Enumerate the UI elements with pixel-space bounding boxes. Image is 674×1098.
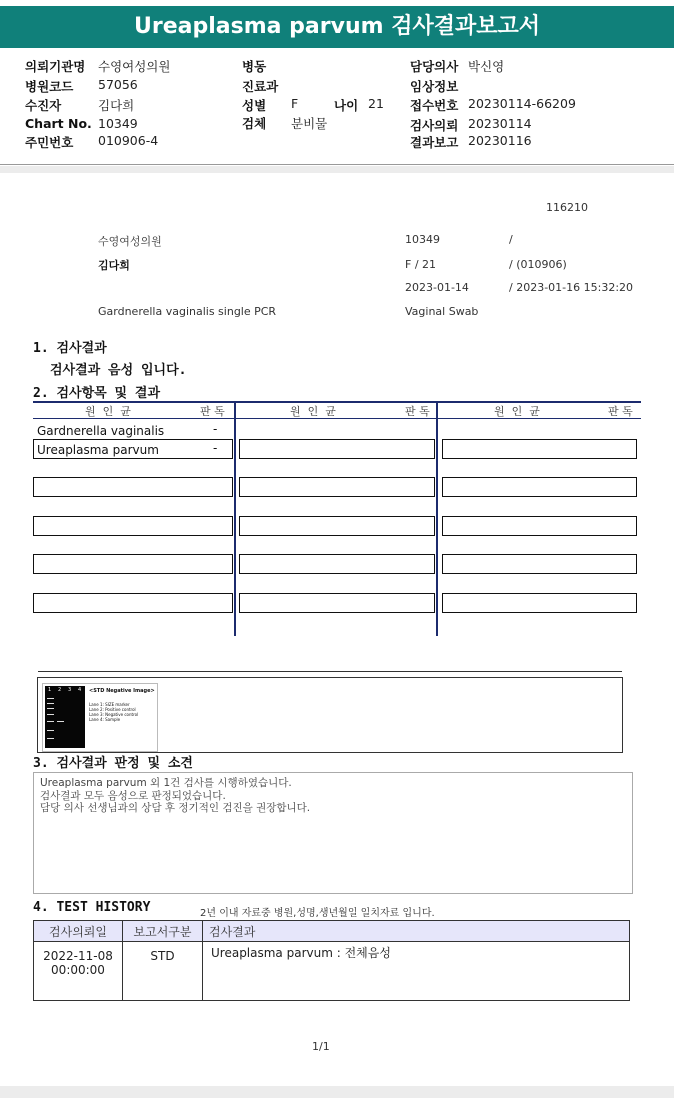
doctor-value: 박신영 <box>468 59 505 74</box>
history-header: 검사결과 <box>203 921 630 942</box>
info-test-name: Gardnerella vaginalis single PCR <box>98 305 277 318</box>
gel-band <box>47 738 54 739</box>
ward-label: 병동 <box>242 59 267 74</box>
age-label: 나이 <box>334 98 359 113</box>
gel-band <box>47 703 54 704</box>
gel-legend-item: Lane 3: Negative control <box>89 712 139 717</box>
section3-title: 3. 검사결과 판정 및 소견 <box>33 756 193 771</box>
grid-result-2: - <box>213 441 218 455</box>
grid-result-1: - <box>213 422 218 436</box>
gel-band <box>57 721 64 722</box>
info-chart: 10349 <box>405 233 440 246</box>
section1-title: 1. 검사결과 <box>33 341 107 356</box>
grid-cell <box>33 593 233 613</box>
header-divider <box>0 164 674 165</box>
gel-legend <box>89 702 138 722</box>
header-band <box>0 166 674 173</box>
specimen-value: 분비물 <box>291 116 328 131</box>
grid-organism-1: Gardnerella vaginalis <box>37 424 165 438</box>
grid-col-organism-3: 원 인 균 <box>494 405 540 418</box>
grid-cell <box>239 516 435 536</box>
report-label: 결과보고 <box>410 135 459 150</box>
page-number: 1/1 <box>312 1040 330 1053</box>
institution-value: 수영여성의원 <box>98 59 171 74</box>
institution-label: 의뢰기관명 <box>25 59 86 74</box>
lane-number: 3 <box>68 687 72 693</box>
resident-value: 010906-4 <box>98 133 159 148</box>
request-value: 20230114 <box>468 116 532 131</box>
history-header: 보고서구분 <box>123 921 203 942</box>
grid-col-organism-2: 원 인 균 <box>290 405 336 418</box>
gel-image-frame <box>37 677 623 753</box>
grid-cell <box>239 477 435 497</box>
history-date: 2022-11-08 <box>43 949 113 963</box>
lane-number: 2 <box>58 687 62 693</box>
resident-label: 주민번호 <box>25 135 74 150</box>
grid-cell <box>33 554 233 574</box>
gel-title: <STD Negative Image> <box>89 688 155 694</box>
grid-cell <box>239 554 435 574</box>
grid-col-organism-1: 원 인 균 <box>85 405 131 418</box>
footer-band <box>0 1086 674 1098</box>
info-birth: / (010906) <box>509 258 567 271</box>
history-date-cell <box>34 942 123 1001</box>
gel-band <box>47 708 54 709</box>
info-sex-age: F / 21 <box>405 258 437 271</box>
grid-divider-1 <box>234 401 236 636</box>
dept-label: 진료과 <box>242 79 279 94</box>
info-date-received: 2023-01-14 <box>405 281 469 294</box>
gel-band <box>47 714 54 715</box>
clinical-label: 임상정보 <box>410 79 459 94</box>
gel-legend-item: Lane 1: SIZE marker <box>89 702 130 707</box>
grid-col-result-3: 판 독 <box>608 405 633 418</box>
patient-value: 김다희 <box>98 98 135 113</box>
gel-band <box>47 721 54 722</box>
history-result: Ureaplasma parvum : 전체음성 <box>203 942 630 1001</box>
grid-cell <box>33 516 233 536</box>
grid-col-result-2: 판 독 <box>405 405 430 418</box>
grid-col-result-1: 판 독 <box>200 405 225 418</box>
grid-cell <box>442 439 637 459</box>
request-label: 검사의뢰 <box>410 118 459 133</box>
section1-text: 검사결과 음성 입니다. <box>50 363 187 378</box>
grid-cell <box>239 593 435 613</box>
gel-band <box>47 730 54 731</box>
grid-organism-2: Ureaplasma parvum <box>37 443 159 457</box>
report-title: Ureaplasma parvum 검사결과보고서 <box>0 6 674 48</box>
gel-band <box>47 698 54 699</box>
grid-cell <box>442 593 637 613</box>
chart-value: 10349 <box>98 116 138 131</box>
age-value: 21 <box>368 96 384 111</box>
sex-value: F <box>291 96 299 111</box>
opinion-box <box>33 772 633 894</box>
image-divider <box>38 671 622 672</box>
grid-cell <box>442 477 637 497</box>
info-name: 김다희 <box>98 259 130 272</box>
sex-label: 성별 <box>242 98 267 113</box>
lane-number: 1 <box>48 687 52 693</box>
lane-number: 4 <box>78 687 82 693</box>
chart-label: Chart No. <box>25 116 92 131</box>
doctor-label: 담당의사 <box>410 59 459 74</box>
gel-legend-item: Lane 2: Positive control <box>89 707 136 712</box>
history-time: 00:00:00 <box>51 963 105 977</box>
history-header-row <box>34 921 630 942</box>
grid-cell <box>442 516 637 536</box>
history-type: STD <box>123 942 203 1001</box>
report-value: 20230116 <box>468 133 532 148</box>
history-header: 검사의뢰일 <box>34 921 123 942</box>
opinion-line: Ureaplasma parvum 외 1건 검사를 시행하였습니다. <box>40 777 292 789</box>
grid-divider-2 <box>436 401 438 636</box>
history-note: 2년 이내 자료중 병원,성명,생년월일 일치자료 입니다. <box>200 908 435 919</box>
history-table <box>33 920 630 1001</box>
gel-photo <box>45 686 85 748</box>
gel-image <box>42 683 158 752</box>
info-date-reported: / 2023-01-16 15:32:20 <box>509 281 634 294</box>
specimen-label: 검체 <box>242 116 267 131</box>
receipt-label: 접수번호 <box>410 98 459 113</box>
info-clinic: 수영여성의원 <box>98 235 162 248</box>
hospital-code-label: 병원코드 <box>25 79 74 94</box>
table-row <box>34 942 630 1001</box>
receipt-value: 20230114-66209 <box>468 96 576 111</box>
opinion-line: 담당 의사 선생님과의 상담 후 정기적인 검진을 권장합니다. <box>40 802 311 814</box>
grid-cell <box>442 554 637 574</box>
grid-cell <box>33 477 233 497</box>
gel-legend-item: Lane 4: Sample <box>89 717 121 722</box>
section2-title: 2. 검사항목 및 결과 <box>33 386 161 401</box>
report-number: 116210 <box>546 201 588 214</box>
hospital-code-value: 57056 <box>98 77 138 92</box>
grid-cell <box>239 439 435 459</box>
section4-title: 4. TEST HISTORY <box>33 900 151 915</box>
patient-label: 수진자 <box>25 98 62 113</box>
info-specimen: Vaginal Swab <box>405 305 479 318</box>
info-slash: / <box>509 233 513 246</box>
opinion-line: 검사결과 모두 음성으로 판정되었습니다. <box>40 789 226 802</box>
